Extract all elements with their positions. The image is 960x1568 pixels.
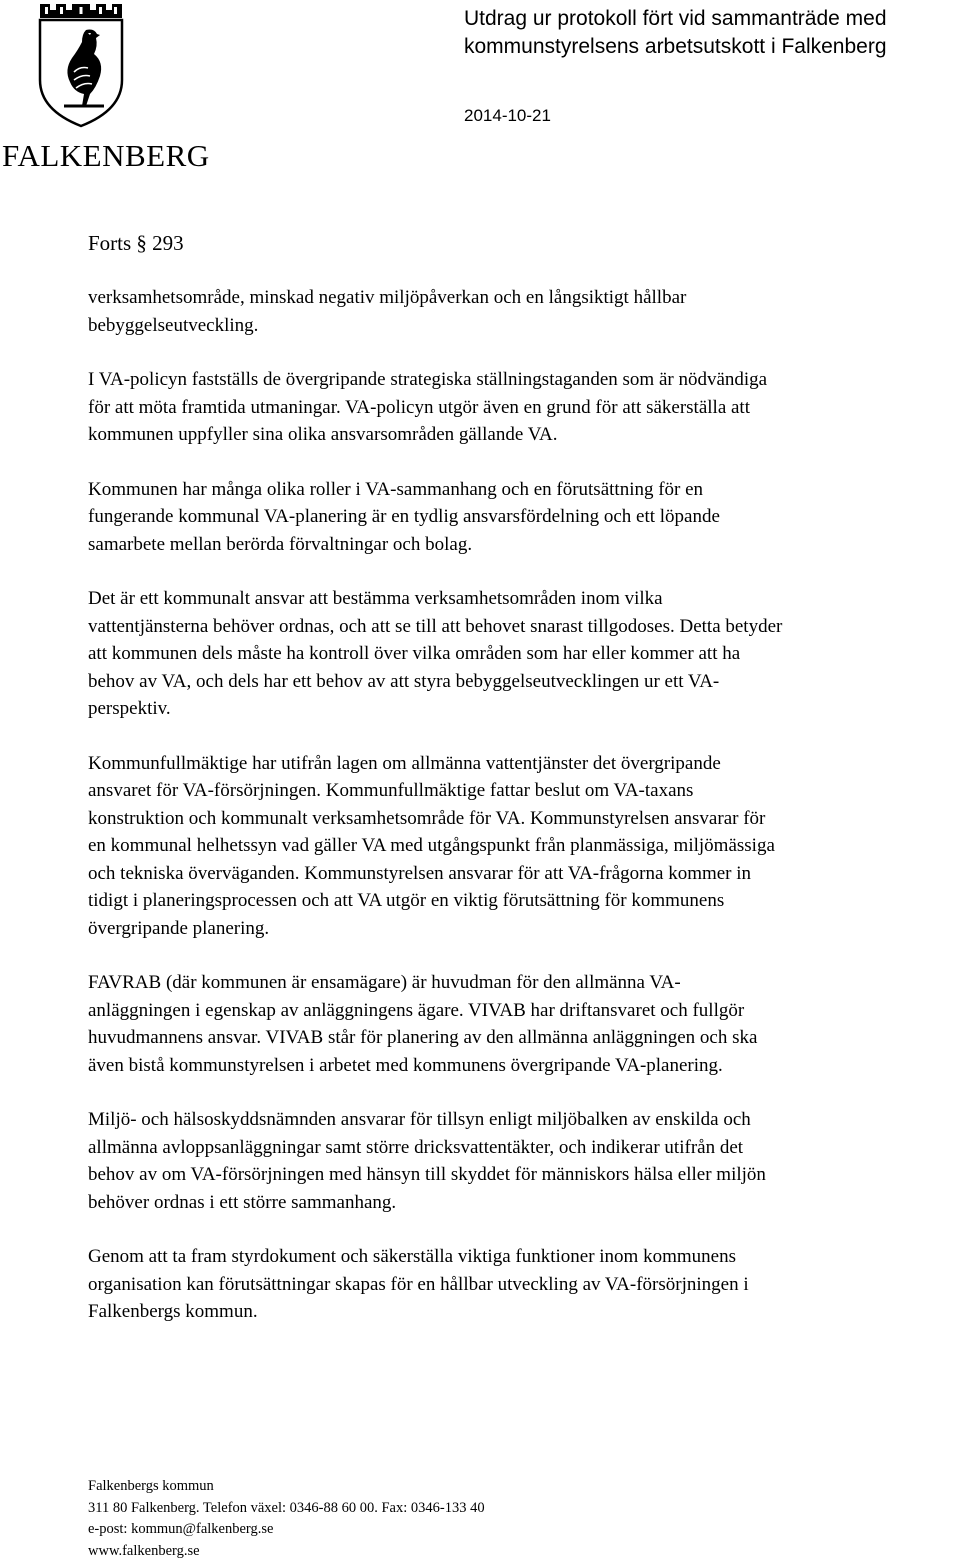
text-line: tidigt i planeringsprocessen och att VA utgör en viktig förutsättning för kommunens bbox=[88, 890, 725, 911]
text-line: kommunen uppfyller sina olika ansvarsområden gällande VA. bbox=[88, 424, 558, 445]
text-line: bebyggelseutveckling. bbox=[88, 314, 259, 336]
paragraph bbox=[88, 284, 954, 339]
text-line: samarbete mellan berörda förvaltningar och bolag. bbox=[88, 533, 473, 555]
section-heading: Forts § 293 bbox=[88, 231, 184, 255]
falkenberg-wordmark: FALKENBERG bbox=[2, 138, 210, 173]
paragraph bbox=[88, 1243, 954, 1326]
text-line: vattentjänsterna behöver ordnas, och att se till att behovet snarast tillgodoses. Detta betyder bbox=[88, 615, 783, 637]
text-line: behöver ordnas i ett större sammanhang. bbox=[88, 1191, 397, 1213]
header-title-line: Utdrag ur protokoll fört vid sammanträde med bbox=[464, 7, 887, 30]
footer-email: e-post: kommun@falkenberg.se bbox=[88, 1521, 274, 1537]
text-line: Miljö- och hälsoskyddsnämnden ansvarar för tillsyn enligt miljöbalken av enskilda och bbox=[88, 1109, 751, 1130]
text-line: behov av om VA-försörjningen med hänsyn till skyddet för människors hälsa eller miljön bbox=[88, 1164, 766, 1185]
text-line: FAVRAB (där kommunen är ensamägare) är huvudman för den allmänna VA- bbox=[88, 972, 681, 993]
text-line: perspektiv. bbox=[88, 698, 171, 719]
text-line: allmänna avloppsanläggningar samt större dricksvattentäkter, och indikerar utifrån det bbox=[88, 1136, 744, 1158]
paragraph bbox=[88, 969, 954, 1079]
paragraph bbox=[88, 750, 954, 943]
text-line: I VA-policyn fastställs de övergripande strategiska ställningstaganden som är nödvändiga bbox=[88, 369, 768, 390]
text-line: Kommunen har många olika roller i VA-sammanhang och en förutsättning för en bbox=[88, 478, 704, 500]
text-line: ansvaret för VA-försörjningen. Kommunfullmäktige fattar beslut om VA-taxans bbox=[88, 780, 694, 801]
text-line: huvudmannens ansvar. VIVAB står för planering av den allmänna anläggningen och ska bbox=[88, 1027, 758, 1048]
text-line: en kommunal helhetssyn vad gäller VA med utgångspunkt från planmässiga, miljömässiga bbox=[88, 835, 775, 856]
text-line: och tekniska överväganden. Kommunstyrelsen ansvarar för att VA-frågorna kommer in bbox=[88, 862, 752, 884]
text-line: även bistå kommunstyrelsen i arbetet med kommunens övergripande VA-planering. bbox=[88, 1054, 723, 1076]
page-footer bbox=[88, 1476, 485, 1562]
text-line: Det är ett kommunalt ansvar att bestämma verksamhetsområden inom vilka bbox=[88, 588, 663, 609]
text-line: för att möta framtida utmaningar. VA-policyn utgör även en grund för att säkerställa att bbox=[88, 396, 750, 418]
text-line: Kommunfullmäktige har utifrån lagen om allmänna vattentjänster det övergripande bbox=[88, 752, 721, 774]
text-line: anläggningen i egenskap av anläggningens ägare. VIVAB har driftansvaret och fullgör bbox=[88, 999, 745, 1021]
header-title-line: kommunstyrelsens arbetsutskott i Falkenberg bbox=[464, 35, 887, 58]
protocol-header-title bbox=[464, 5, 887, 61]
text-line: Falkenbergs kommun. bbox=[88, 1301, 258, 1322]
footer-website: www.falkenberg.se bbox=[88, 1542, 200, 1559]
paragraph bbox=[88, 366, 954, 449]
paragraph bbox=[88, 1106, 954, 1216]
text-line: Genom att ta fram styrdokument och säkerställa viktiga funktioner inom kommunens bbox=[88, 1246, 736, 1267]
text-line: övergripande planering. bbox=[88, 917, 270, 939]
text-line: att kommunen dels måste ha kontroll över vilka områden som har eller kommer att ha bbox=[88, 643, 741, 664]
meeting-date: 2014-10-21 bbox=[464, 106, 551, 125]
text-line: fungerande kommunal VA-planering är en tydlig ansvarsfördelning och ett löpande bbox=[88, 506, 720, 527]
paragraph bbox=[88, 585, 954, 723]
protocol-body bbox=[88, 284, 954, 1353]
text-line: konstruktion och kommunalt verksamhetsområde för VA. Kommunstyrelsen ansvarar för bbox=[88, 807, 766, 829]
paragraph bbox=[88, 476, 954, 559]
footer-address: 311 80 Falkenberg. Telefon växel: 0346-88 60 00. Fax: 0346-133 40 bbox=[88, 1499, 485, 1516]
text-line: verksamhetsområde, minskad negativ miljöpåverkan och en långsiktigt hållbar bbox=[88, 287, 687, 308]
falkenberg-logo bbox=[0, 0, 210, 180]
footer-org: Falkenbergs kommun bbox=[88, 1478, 214, 1494]
text-line: behov av VA, och dels har ett behov av att styra bebyggelseutvecklingen ur ett VA- bbox=[88, 670, 720, 692]
falcon-crest-icon bbox=[34, 2, 128, 128]
text-line: organisation kan förutsättningar skapas för en hållbar utveckling av VA-försörjningen i bbox=[88, 1273, 749, 1295]
